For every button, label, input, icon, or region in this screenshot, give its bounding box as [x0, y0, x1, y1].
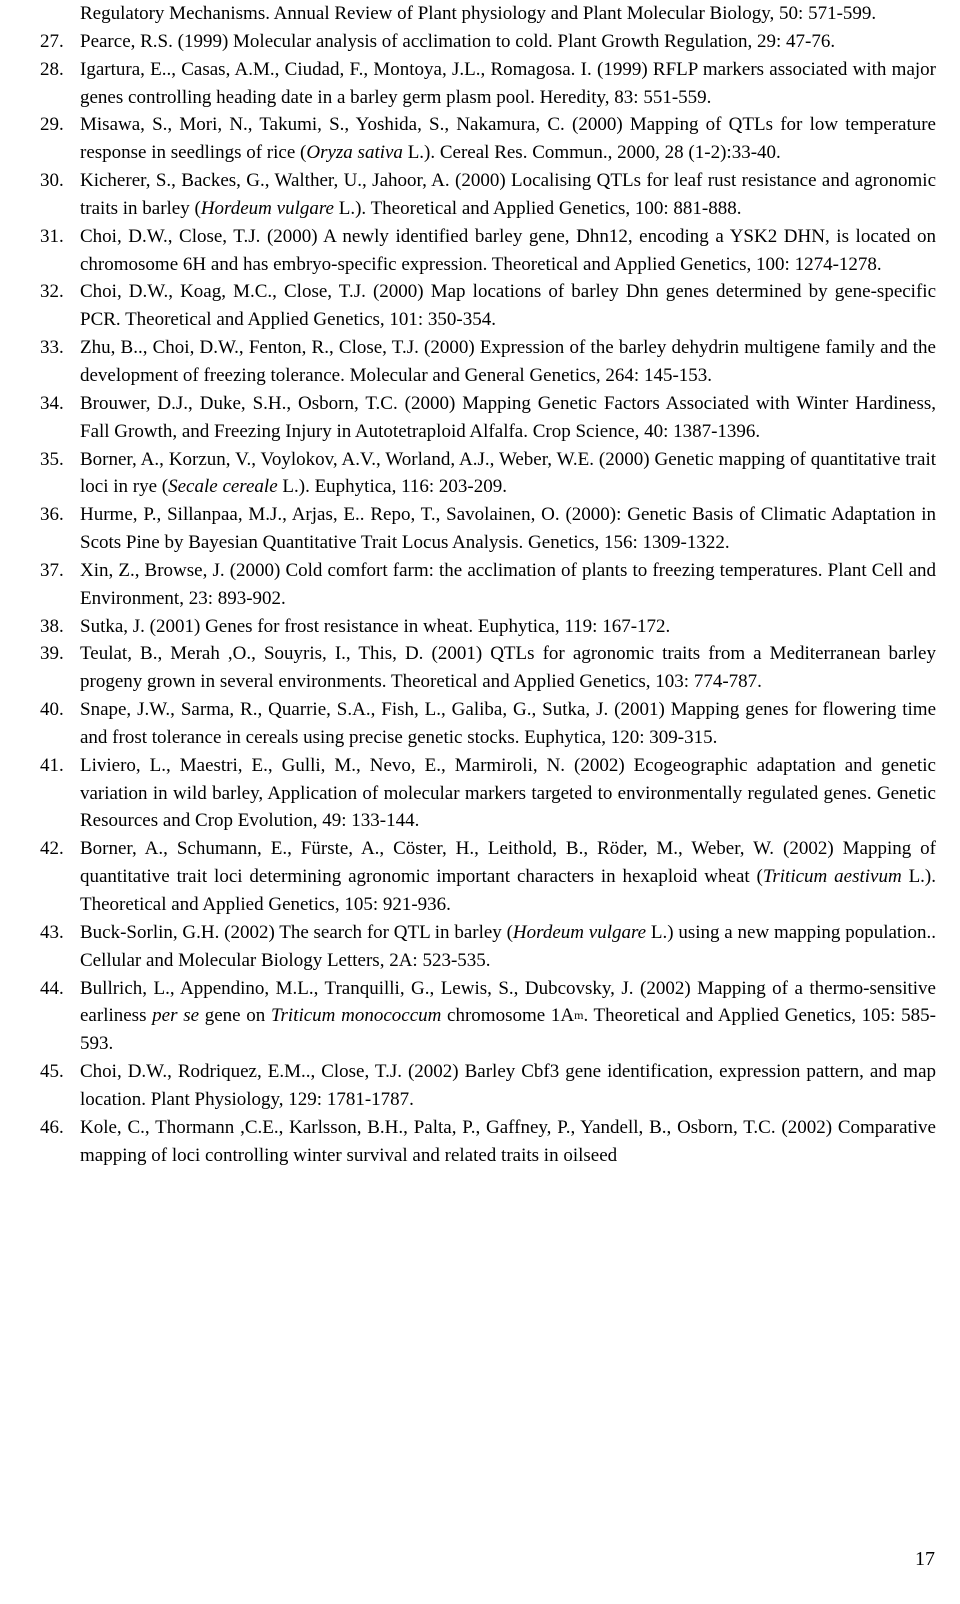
reference-item — [40, 613, 936, 641]
reference-text — [80, 975, 936, 1059]
reference-item — [40, 278, 936, 334]
superscript: m — [574, 1008, 584, 1023]
reference-number: 28. — [40, 58, 64, 80]
italic-term: Oryza sativa — [306, 142, 403, 164]
reference-item — [40, 975, 936, 1059]
reference-item — [40, 223, 936, 279]
reference-text — [80, 696, 936, 752]
reference-text — [80, 0, 936, 28]
reference-number: 43. — [40, 921, 64, 943]
reference-text — [80, 919, 936, 975]
reference-text — [80, 28, 936, 56]
reference-segment: Pearce, R.S. (1999) Molecular analysis of acclimation to cold. Plant Growth Regulation, 29: 47-76. — [80, 30, 836, 52]
italic-term: Hordeum vulgare — [512, 921, 647, 943]
reference-segment: Borner, A., Korzun, V., Voylokov, A.V., Worland, A.J., Weber, W.E. (2000) Genetic mapping of quantitative trait loci in rye ( — [80, 448, 936, 498]
reference-text — [80, 223, 936, 279]
reference-text — [80, 278, 936, 334]
reference-number: 35. — [40, 448, 64, 470]
reference-text — [80, 752, 936, 836]
reference-number: 42. — [40, 838, 64, 860]
reference-text — [80, 1114, 936, 1170]
reference-segment: L.). Cereal Res. Commun., 2000, 28 (1-2):33-40. — [402, 142, 781, 164]
reference-segment: Choi, D.W., Close, T.J. (2000) A newly identified barley gene, Dhn12, encoding a YSK2 DHN, is located on chromosome 6H and has embryo-specific expression. Theoretical and Applied Genetics, 100: 1274-1278. — [80, 225, 936, 275]
reference-text — [80, 640, 936, 696]
reference-text — [80, 334, 936, 390]
reference-text — [80, 501, 936, 557]
italic-term: Secale cereale — [168, 476, 278, 498]
italic-term: per se — [152, 1005, 200, 1027]
reference-text — [80, 613, 936, 641]
reference-segment: Regulatory Mechanisms. Annual Review of Plant physiology and Plant Molecular Biology, 50: 571-599. — [80, 3, 877, 24]
reference-segment: Snape, J.W., Sarma, R., Quarrie, S.A., Fish, L., Galiba, G., Sutka, J. (2001) Mapping genes for flowering time and frost tolerance in cereals using precise genetic stocks. Euphytica, 120: 309-315. — [80, 699, 936, 748]
reference-segment: Liviero, L., Maestri, E., Gulli, M., Nevo, E., Marmiroli, N. (2002) Ecogeographic adaptation and genetic variation in wild barley, Application of molecular markers targeted to environmentally regulated genes. Genetic Resources and Crop Evolution, 49: 133-144. — [80, 754, 936, 832]
reference-number: 38. — [40, 615, 64, 637]
italic-term: Triticum aestivum — [762, 866, 902, 888]
reference-number: 44. — [40, 977, 64, 999]
reference-item — [40, 1058, 936, 1114]
reference-number: 41. — [40, 754, 64, 776]
reference-number: 32. — [40, 281, 64, 303]
reference-text — [80, 56, 936, 112]
reference-segment: Sutka, J. (2001) Genes for frost resistance in wheat. Euphytica, 119: 167-172. — [80, 615, 671, 637]
reference-number: 33. — [40, 337, 64, 359]
reference-segment: Xin, Z., Browse, J. (2000) Cold comfort farm: the acclimation of plants to freezing temperatures. Plant Cell and Environment, 23: 893-902. — [80, 559, 936, 609]
italic-term: Triticum monococcum — [271, 1005, 442, 1027]
reference-segment: Hurme, P., Sillanpaa, M.J., Arjas, E.. Repo, T., Savolainen, O. (2000): Genetic Basis of Climatic Adaptation in Scots Pine by Bayesian Quantitative Trait Locus Analysis. Genetics, 156: 1309-1322. — [80, 504, 936, 554]
reference-number: 30. — [40, 170, 64, 192]
reference-segment: Igartura, E.., Casas, A.M., Ciudad, F., Montoya, J.L., Romagosa. I. (1999) RFLP markers associated with major genes controlling heading date in a barley germ plasm pool. Heredity, 83: 551-559. — [80, 58, 936, 108]
reference-number: 45. — [40, 1061, 64, 1083]
reference-segment: Zhu, B.., Choi, D.W., Fenton, R., Close, T.J. (2000) Expression of the barley dehydrin multigene family and the development of freezing tolerance. Molecular and General Genetics, 264: 145-153. — [80, 337, 936, 386]
reference-item — [40, 696, 936, 752]
reference-number: 37. — [40, 559, 64, 581]
reference-item — [40, 446, 936, 502]
reference-text — [80, 557, 936, 613]
reference-number: 31. — [40, 225, 64, 247]
reference-segment: Misawa, S., Mori, N., Takumi, S., Yoshida, S., Nakamura, C. (2000) Mapping of QTLs for low temperature response in seedlings of rice ( — [80, 114, 936, 164]
reference-item — [40, 0, 936, 28]
reference-text — [80, 390, 936, 446]
reference-number: 29. — [40, 114, 64, 136]
reference-item — [40, 1114, 936, 1170]
reference-text — [80, 111, 936, 167]
reference-segment: L.). Euphytica, 116: 203-209. — [277, 476, 508, 498]
reference-segment: Teulat, B., Merah ,O., Souyris, I., This, D. (2001) QTLs for agronomic traits from a Mediterranean barley progeny grown in several environments. Theoretical and Applied Genetics, 103: 774-787. — [80, 643, 936, 693]
reference-text — [80, 1058, 936, 1114]
reference-item — [40, 640, 936, 696]
italic-term: Hordeum vulgare — [200, 197, 334, 219]
reference-text — [80, 446, 936, 502]
reference-item — [40, 557, 936, 613]
reference-segment: Buck-Sorlin, G.H. (2002) The search for QTL in barley ( — [80, 921, 513, 943]
reference-item — [40, 167, 936, 223]
reference-item — [40, 390, 936, 446]
reference-item — [40, 111, 936, 167]
reference-item — [40, 919, 936, 975]
reference-segment: L.). Theoretical and Applied Genetics, 100: 881-888. — [333, 197, 742, 219]
reference-number: 39. — [40, 643, 64, 665]
reference-segment: Choi, D.W., Koag, M.C., Close, T.J. (2000) Map locations of barley Dhn genes determined by gene-specific PCR. Theoretical and Applied Genetics, 101: 350-354. — [80, 281, 936, 331]
reference-segment: Kicherer, S., Backes, G., Walther, U., Jahoor, A. (2000) Localising QTLs for leaf rust resistance and agronomic traits in barley ( — [80, 170, 936, 219]
reference-list — [40, 0, 936, 1169]
reference-number: 36. — [40, 504, 64, 526]
reference-segment: . Theoretical and Applied Genetics, 105: 585-593. — [80, 1005, 936, 1055]
reference-number: 46. — [40, 1116, 64, 1138]
reference-number: 40. — [40, 699, 64, 721]
reference-segment: Borner, A., Schumann, E., Fürste, A., Cöster, H., Leithold, B., Röder, M., Weber, W. (2002) Mapping of quantitative trait loci determining agronomic important characters in hexaploid wheat ( — [80, 838, 936, 888]
reference-segment: Kole, C., Thormann ,C.E., Karlsson, B.H., Palta, P., Gaffney, P., Yandell, B., Osborn, T.C. (2002) Comparative mapping of loci controlling winter survival and related traits in oilseed — [80, 1116, 936, 1166]
reference-segment: Bullrich, L., Appendino, M.L., Tranquilli, G., Lewis, S., Dubcovsky, J. (2002) Mapping of a thermo-sensitive earliness — [80, 977, 936, 1027]
reference-segment: L.). Theoretical and Applied Genetics, 105: 921-936. — [80, 866, 936, 915]
reference-number: 34. — [40, 392, 64, 414]
reference-segment: L.) using a new mapping population.. Cellular and Molecular Biology Letters, 2A: 523-535. — [80, 921, 936, 971]
reference-item — [40, 334, 936, 390]
reference-item — [40, 56, 936, 112]
reference-item — [40, 28, 936, 56]
reference-number: 27. — [40, 30, 64, 52]
reference-item — [40, 501, 936, 557]
reference-item — [40, 835, 936, 919]
reference-item — [40, 752, 936, 836]
reference-segment: chromosome 1A — [441, 1005, 575, 1027]
reference-segment: Choi, D.W., Rodriquez, E.M.., Close, T.J. (2002) Barley Cbf3 gene identification, expression pattern, and map location. Plant Physiology, 129: 1781-1787. — [80, 1061, 936, 1110]
reference-text — [80, 167, 936, 223]
reference-segment: gene on — [199, 1005, 271, 1027]
page-number: 17 — [915, 1548, 935, 1570]
reference-segment: Brouwer, D.J., Duke, S.H., Osborn, T.C. (2000) Mapping Genetic Factors Associated with Winter Hardiness, Fall Growth, and Freezing Injury in Autotetraploid Alfalfa. Crop Science, 40: 1387-1396. — [80, 392, 936, 442]
reference-text — [80, 835, 936, 919]
